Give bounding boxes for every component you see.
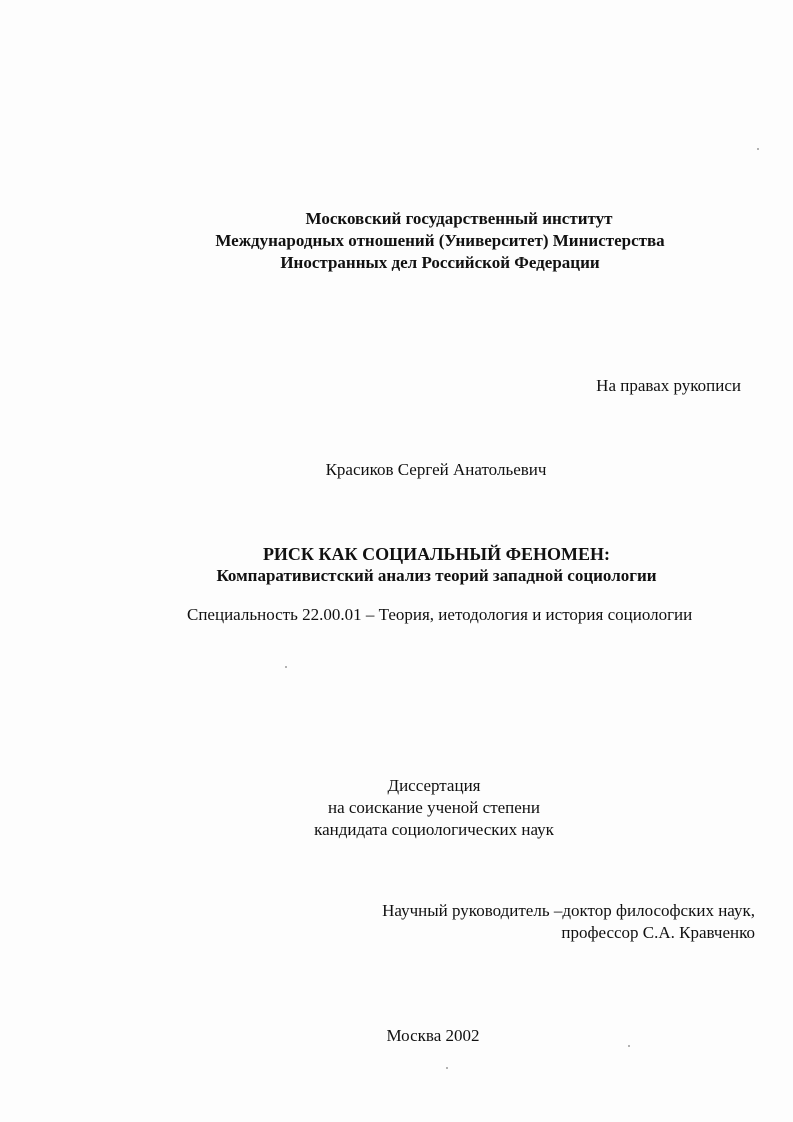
manuscript-note: На правах рукописи <box>596 376 741 395</box>
supervisor-line-1: Научный руководитель –доктор философских наук, <box>382 901 755 920</box>
supervisor-block <box>300 900 755 944</box>
institution-block <box>120 208 760 274</box>
dissertation-title: РИСК КАК СОЦИАЛЬНЫЙ ФЕНОМЕН: <box>262 544 611 564</box>
author-name: Красиков Сергей Анатольевич <box>325 460 547 479</box>
scan-speck <box>285 666 287 668</box>
degree-line-3: кандидата социологических наук <box>314 820 554 839</box>
title-block <box>100 543 773 587</box>
scan-speck <box>628 1045 630 1047</box>
scan-speck <box>446 1067 448 1069</box>
dissertation-subtitle: Компаративистский анализ теорий западной социологии <box>216 566 657 585</box>
scan-speck <box>757 148 759 150</box>
degree-block <box>200 775 668 841</box>
supervisor-line-2: профессор С.А. Кравченко <box>561 923 755 942</box>
institution-line-1: Московский государственный институт <box>305 209 613 228</box>
city-year: Москва 2002 <box>386 1026 480 1045</box>
degree-line-2: на соискание ученой степени <box>327 798 541 817</box>
specialty-line: Специальность 22.00.01 – Теория, иетодология и история социологии <box>187 605 693 624</box>
institution-line-2: Международных отношений (Университет) Министерства <box>215 231 665 250</box>
institution-line-3: Иностранных дел Российской Федерации <box>280 253 600 272</box>
degree-line-1: Диссертация <box>387 776 481 795</box>
